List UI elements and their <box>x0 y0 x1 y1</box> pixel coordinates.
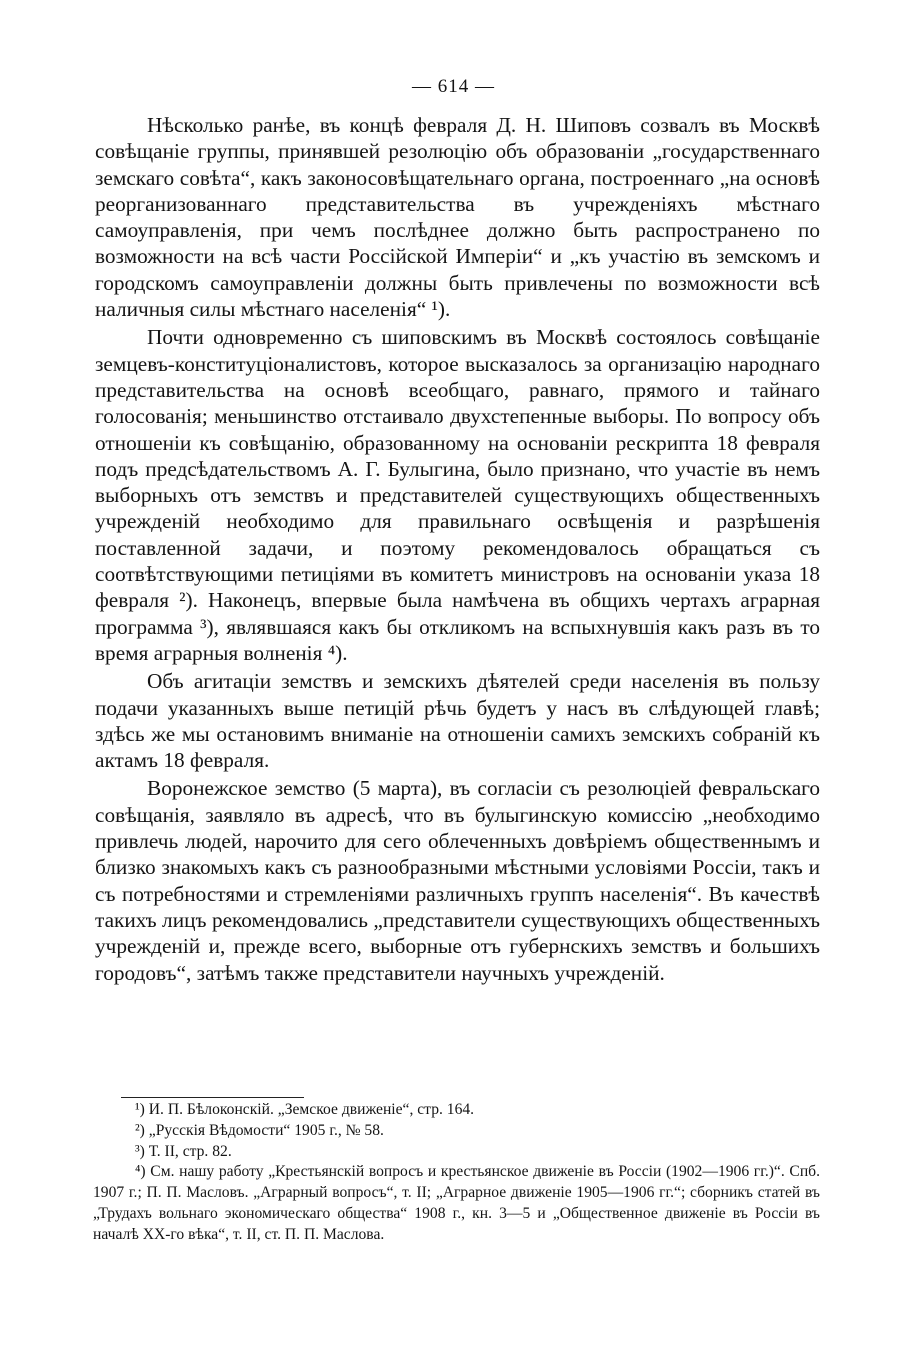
footnote-4: ⁴) См. нашу работу „Крестьянскій вопросъ и крестьянское движеніе въ Россіи (1902—1906 гг.)“. Спб. 1907 г.; П. П. Масловъ. „Аграрный вопросъ“, т. II; „Аграрное движеніе 1905—1906 гг.“; сборникъ статей въ „Трудахъ вольнаго экономическаго общества“ 1908 г., кн. 3—5 и „Общественное движеніе въ Россіи въ началѣ XX-го вѣка“, т. II, ст. П. П. Маслова. <box>93 1163 820 1243</box>
paragraph-4: Воронежское земство (5 марта), въ согласіи съ резолюціей февральскаго совѣщанія, заявляло въ адресѣ, что въ булыгинскую комиссію „необходимо привлечь людей, нарочито для сего облеченныхъ довѣріемъ общественнымъ и близко знакомыхъ какъ съ разнообразными мѣстными условіями Россіи, такъ и съ потребностями и стремленіями различныхъ группъ населенія“. Въ качествѣ такихъ лицъ рекомендовались „представители существующихъ общественныхъ учрежденій и, прежде всего, выборные отъ губернскихъ земствъ и большихъ городовъ“, затѣмъ также представители научныхъ учрежденій. <box>95 776 820 985</box>
footnote-2: ²) „Русскія Вѣдомости“ 1905 г., № 58. <box>135 1121 384 1139</box>
paragraph-2: Почти одновременно съ шиповскимъ въ Москвѣ состоялось совѣщаніе земцевъ-конституціоналистовъ, которое высказалось за организацію народнаго представительства на основѣ всеобщаго, равнаго, прямого и тайнаго голосованія; меньшинство отстаивало двухстепенные выборы. По вопросу объ отношеніи къ совѣщанію, образованному на основаніи рескрипта 18 февраля подъ предсѣдательствомъ А. Г. Булыгина, было признано, что участіе въ немъ выборныхъ отъ земствъ и представителей существующихъ общественныхъ учрежденій необходимо для правильнаго освѣщенія и разрѣшенія поставленной задачи, и поэтому рекомендовалось обращаться съ соотвѣтствующими петиціями въ комитетъ министровъ на основаніи указа 18 февраля ²). Наконецъ, впервые была намѣчена въ общихъ чертахъ аграрная программа ³), являвшаяся какъ бы откликомъ на вспыхнувшія какъ разъ въ то время аграрныя волненія ⁴). <box>95 325 820 665</box>
main-text <box>95 112 820 986</box>
footnote-1: ¹) И. П. Бѣлоконскій. „Земское движеніе“, стр. 164. <box>135 1101 475 1118</box>
footnote-3: ³) Т. II, стр. 82. <box>135 1142 232 1160</box>
page-number: — 614 — <box>412 76 495 97</box>
paragraph-3: Объ агитаціи земствъ и земскихъ дѣятелей среди населенія въ пользу подачи указанныхъ выше петицій рѣчь будетъ у насъ въ слѣдующей главѣ; здѣсь же мы остановимъ вниманіе на отношеніи самихъ земскихъ собраній къ актамъ 18 февраля. <box>95 669 820 773</box>
footnote-divider <box>121 1097 304 1098</box>
paragraph-1: Нѣсколько ранѣе, въ концѣ февраля Д. Н. Шиповъ созвалъ въ Москвѣ совѣщаніе группы, принявшей резолюцію объ образованіи „государственнаго земскаго совѣта“, какъ законосовѣщательнаго органа, построеннаго „на основѣ реорганизованнаго представительства въ учрежденіяхъ мѣстнаго самоуправленія, при чемъ послѣднее должно быть распространено по возможности на всѣ части Россійской Имперіи“ и „къ участію въ земскомъ и городскомъ самоуправленіи должны быть привлечены по возможности всѣ наличныя силы мѣстнаго населенія“ ¹). <box>95 113 820 322</box>
footnotes <box>93 1100 820 1246</box>
